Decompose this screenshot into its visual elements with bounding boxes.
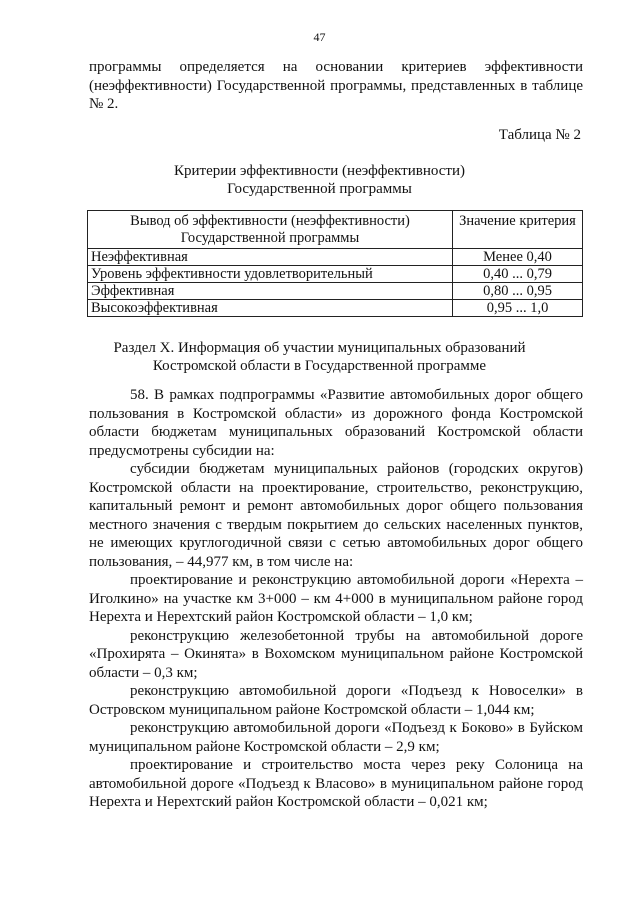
criteria-table	[87, 210, 583, 317]
body-paragraph: реконструкцию автомобильной дороги «Подъезд к Боково» в Буйском муниципальном районе Костромской области – 2,9 км;	[89, 720, 583, 755]
criteria-label: Эффективная	[88, 283, 453, 300]
body-paragraph: проектирование и реконструкцию автомобильной дороги «Нерехта – Иголкино» на участке км 3+000 – км 4+000 в муниципальном районе город Нерехта и Нерехтский район Костромской области – 1,0 км;	[89, 572, 583, 625]
body-paragraph: проектирование и строительство моста через реку Солоница на автомобильной дороге «Подъезд к Власово» в муниципальном районе город Нерехта и Нерехтский район Костромской области – 0,021 км;	[89, 757, 583, 810]
criteria-value: 0,40 ... 0,79	[453, 266, 583, 283]
column-header: Значение критерия	[453, 211, 583, 249]
criteria-label: Высокоэффективная	[88, 300, 453, 317]
table-header-row	[88, 211, 583, 249]
table-row	[88, 266, 583, 283]
criteria-label: Неэффективная	[88, 249, 453, 266]
body-paragraph: реконструкцию автомобильной дороги «Подъезд к Новоселки» в Островском муниципальном районе Костромской области – 1,044 км;	[89, 683, 583, 718]
section-body	[89, 386, 583, 812]
table-caption	[0, 162, 639, 198]
intro-paragraph: программы определяется на основании критериев эффективности (неэффективности) Государственной программы, представленных в таблице № 2.	[89, 59, 583, 112]
criteria-value: 0,95 ... 1,0	[453, 300, 583, 317]
table-caption-line: Государственной программы	[227, 181, 412, 197]
table-row	[88, 300, 583, 317]
table-caption-line: Критерии эффективности (неэффективности)	[174, 163, 465, 179]
table-row	[88, 283, 583, 300]
page-number: 47	[313, 30, 326, 44]
criteria-value: 0,80 ... 0,95	[453, 283, 583, 300]
section-title-line: Костромской области в Государственной программе	[152, 358, 487, 374]
column-header: Вывод об эффективности (неэффективности) Государственной программы	[88, 211, 453, 249]
table-row	[88, 249, 583, 266]
table-label: Таблица № 2	[498, 127, 581, 143]
body-paragraph: субсидии бюджетам муниципальных районов (городских округов) Костромской области на проектирование, строительство, реконструкцию, капитальный ремонт и ремонт автомобильных дорог общего пользования местного значения с твердым покрытием до сельских населенных пунктов, не имеющих круглогодичной связи с сетью автомобильных дорог общего пользования, – 44,977 км, в том числе на:	[89, 461, 583, 570]
criteria-value: Менее 0,40	[453, 249, 583, 266]
section-title	[0, 339, 639, 375]
body-paragraph: 58. В рамках подпрограммы «Развитие автомобильных дорог общего пользования в Костромской области» из дорожного фонда Костромской области бюджетам муниципальных образований Костромской области предусмотрены субсидии на:	[89, 387, 583, 459]
section-title-line: Раздел X. Информация об участии муниципальных образований	[113, 340, 526, 356]
criteria-label: Уровень эффективности удовлетворительный	[88, 266, 453, 283]
body-paragraph: реконструкцию железобетонной трубы на автомобильной дороге «Прохирята – Окинята» в Вохомском муниципальном районе Костромской области – 0,3 км;	[89, 627, 583, 681]
